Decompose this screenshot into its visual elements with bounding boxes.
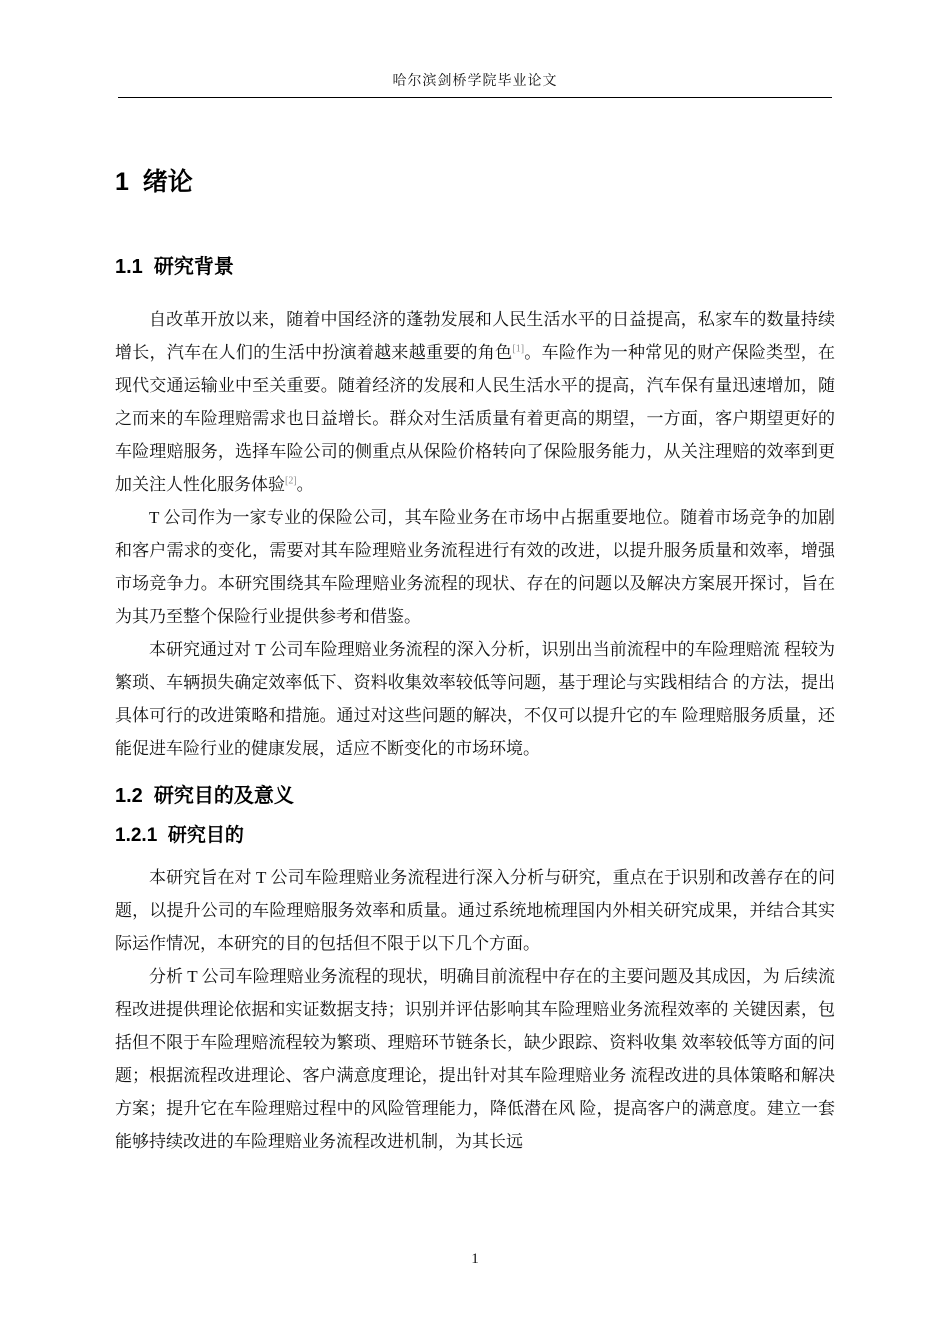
citation-ref-1: [1] <box>512 343 525 355</box>
paragraph-text: 自改革开放以来，随着中国经济的蓬勃发展和人民生活水平的日益提高，私家车的数量持续增长，汽车在人们的生活中扮演着越来越重要的角色 <box>115 310 835 362</box>
section-1-2-heading: 1.2 研究目的及意义 <box>115 785 294 807</box>
chapter-title: 1 绪论 <box>115 168 193 196</box>
page-number: 1 <box>471 1251 479 1267</box>
document-body <box>0 162 950 1158</box>
paragraph-background-3: 本研究通过对 T 公司车险理赔业务流程的深入分析，识别出当前流程中的车险理赔流 程较为繁琐、车辆损失确定效率低下、资料收集效率较低等问题，基于理论与实践相结合 的方法，提出具体可行的改进策略和措施。通过对这些问题的解决，不仅可以提升它的车 险理赔服务质量，还能促进车险行业的健康发展，适应不断变化的市场环境。 <box>115 640 835 758</box>
paragraph-text: 。车险作为一种常见的财产保险类型，在现代交通运输业中至关重要。随着经济的发展和人民生活水平的提高，汽车保有量迅速增加，随之而来的车险理赔需求也日益增长。群众对生活质量有着更高的期望，一方面，客户期望更好的车险理赔服务，选择车险公司的侧重点从保险价格转向了保险服务能力，从关注理赔的效率到更加关注人性化服务体验 <box>115 343 836 494</box>
paragraph-purpose-1: 本研究旨在对 T 公司车险理赔业务流程进行深入分析与研究，重点在于识别和改善存在的问题，以提升公司的车险理赔服务效率和质量。通过系统地梳理国内外相关研究成果，并结合其实际运作情况，本研究的目的包括但不限于以下几个方面。 <box>115 868 835 953</box>
page-header-title: 哈尔滨剑桥学院毕业论文 <box>392 74 558 89</box>
page-header <box>0 0 950 98</box>
paragraph-background-2: T 公司作为一家专业的保险公司，其车险业务在市场中占据重要地位。随着市场竞争的加剧和客户需求的变化，需要对其车险理赔业务流程进行有效的改进，以提升服务质量和效率，增强市场竞争力。本研究围绕其车险理赔业务流程的现状、存在的问题以及解决方案展开探讨，旨在为其乃至整个保险行业提供参考和借鉴。 <box>115 508 835 626</box>
section-1-1-heading: 1.1 研究背景 <box>115 256 234 278</box>
subsection-1-2-1-heading: 1.2.1 研究目的 <box>115 825 244 846</box>
paragraph-purpose-2: 分析 T 公司车险理赔业务流程的现状，明确目前流程中存在的主要问题及其成因，为 后续流程改进提供理论依据和实证数据支持；识别并评估影响其车险理赔业务流程效率的 关键因素，包括但不限于车险理赔流程较为繁琐、理赔环节链条长，缺少跟踪、资料收集 效率较低等方面的问题；根据流程改进理论、客户满意度理论，提出针对其车险理赔业务 流程改进的具体策略和解决方案；提升它在车险理赔过程中的风险管理能力，降低潜在风 险，提高客户的满意度。建立一套能够持续改进的车险理赔业务流程改进机制，为其长远 <box>115 967 835 1151</box>
header-divider <box>118 97 832 98</box>
paragraph-text: 。 <box>296 475 314 494</box>
paragraph-background-1 <box>115 303 835 501</box>
citation-ref-2: [2] <box>285 475 297 487</box>
